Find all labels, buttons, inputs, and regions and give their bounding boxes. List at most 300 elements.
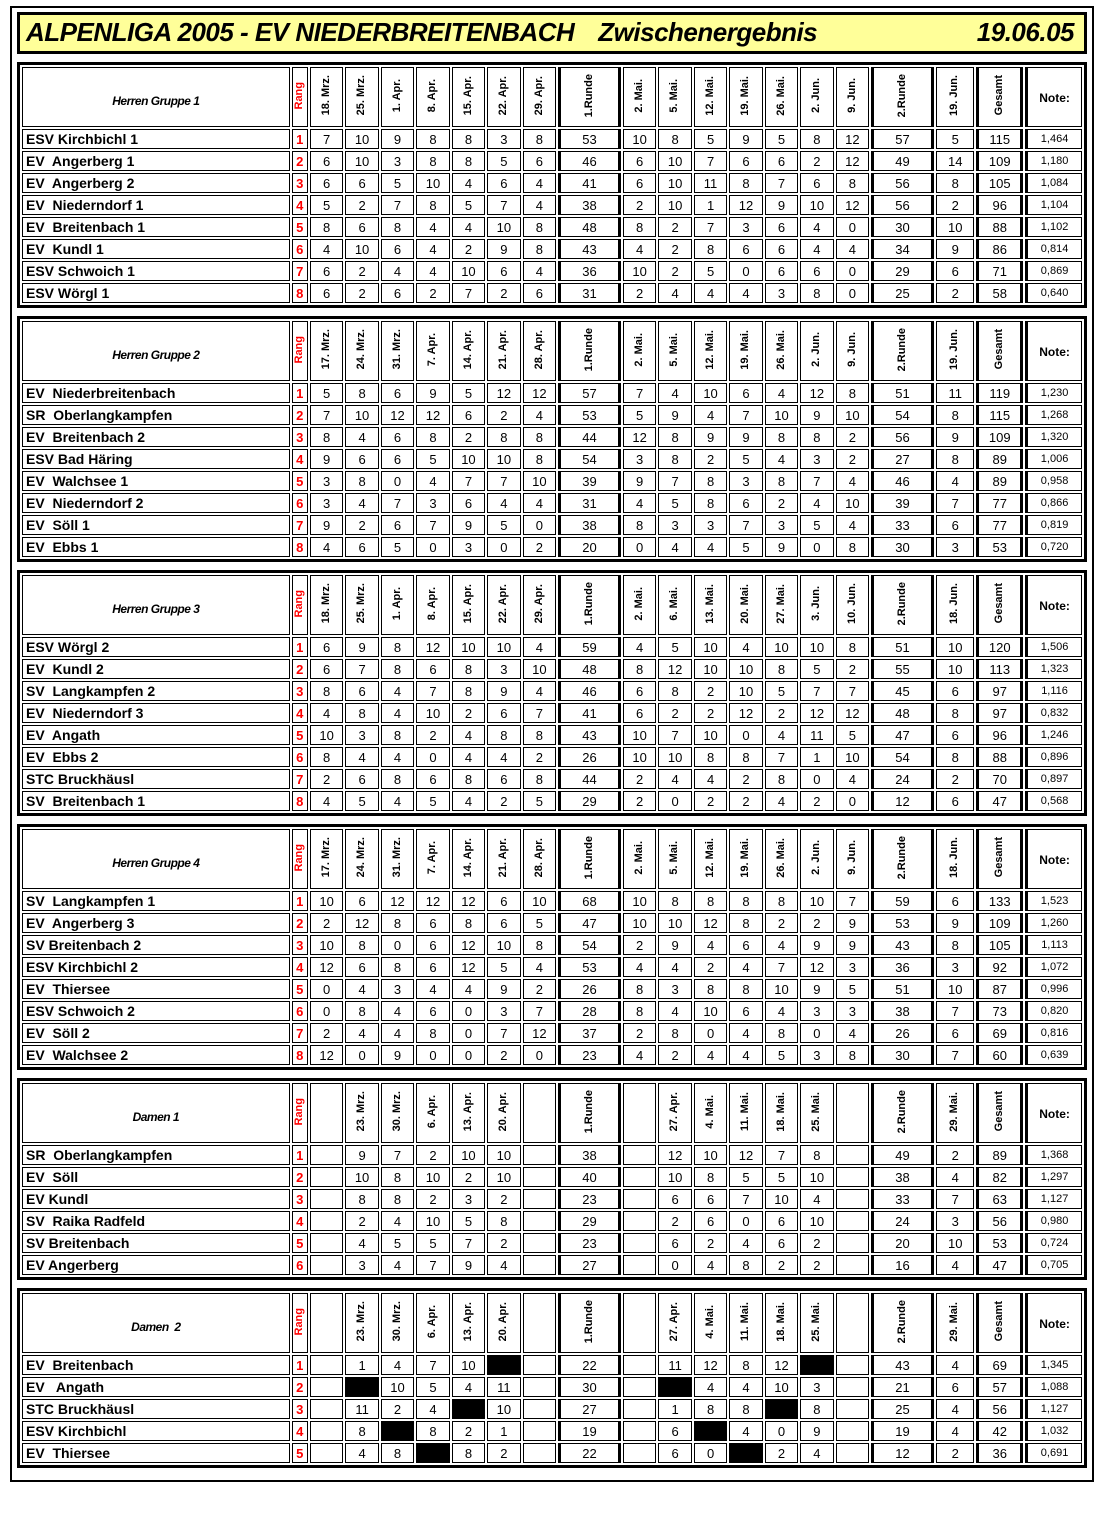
score-cell: 9 — [729, 129, 762, 149]
score-cell: 8 — [523, 427, 556, 447]
round2-total-cell: 30 — [871, 1045, 934, 1065]
date-header-label: 27. Apr. — [668, 1301, 681, 1342]
round2-total-cell: 46 — [871, 471, 934, 491]
team-name-cell: ESV Kirchbichl 2 — [22, 957, 290, 977]
final-date-header — [936, 829, 975, 889]
score-cell: 2 — [694, 791, 727, 811]
date-header — [487, 321, 520, 381]
score-cell: 8 — [729, 1399, 762, 1419]
rang-header-label: Rang — [293, 1307, 305, 1336]
score-cell: 8 — [623, 1001, 656, 1021]
final-score-cell: 3 — [936, 1211, 975, 1231]
score-cell: 4 — [310, 703, 343, 723]
final-score-cell: 10 — [936, 637, 975, 657]
score-cell: 10 — [523, 891, 556, 911]
date-header-label: 12. Mai. — [703, 75, 716, 116]
date-header — [310, 575, 343, 635]
rank-cell: 4 — [292, 1421, 308, 1441]
score-cell: 2 — [658, 261, 691, 281]
score-cell: 4 — [345, 427, 378, 447]
table-row — [22, 493, 1082, 513]
score-cell: 4 — [658, 957, 691, 977]
score-cell: 10 — [345, 405, 378, 425]
date-header-label: 7. Apr. — [426, 840, 439, 875]
score-cell: 6 — [416, 957, 449, 977]
table-row — [22, 1189, 1082, 1209]
score-cell: 3 — [729, 471, 762, 491]
score-cell: 0 — [800, 537, 833, 557]
score-cell: 12 — [623, 427, 656, 447]
date-header-label: 5. Mai. — [668, 78, 681, 113]
table-row — [22, 261, 1082, 281]
round1-total-cell: 26 — [558, 747, 621, 767]
score-cell: 4 — [452, 217, 485, 237]
score-cell: 6 — [623, 173, 656, 193]
score-cell: 6 — [310, 637, 343, 657]
score-cell: 8 — [345, 935, 378, 955]
note-header-label: Note: — [1039, 852, 1070, 867]
score-cell: 9 — [452, 515, 485, 535]
rang-header — [292, 1083, 308, 1143]
score-cell: 8 — [658, 129, 691, 149]
score-cell: 7 — [523, 1001, 556, 1021]
date-header — [765, 1293, 798, 1353]
score-cell: 4 — [765, 791, 798, 811]
header-row — [22, 829, 1082, 889]
score-cell: 4 — [452, 725, 485, 745]
score-cell: 8 — [658, 1023, 691, 1043]
score-cell: 8 — [765, 471, 798, 491]
date-header-label: 31. Mrz. — [390, 837, 403, 878]
table-row — [22, 791, 1082, 811]
score-cell: 7 — [487, 1023, 520, 1043]
note-header — [1025, 321, 1082, 381]
score-cell: 4 — [623, 637, 656, 657]
date-header-label: 12. Mai. — [703, 329, 716, 370]
final-score-cell: 4 — [936, 1421, 975, 1441]
date-header — [765, 575, 798, 635]
round1-total-cell: 48 — [558, 217, 621, 237]
score-cell: 8 — [729, 979, 762, 999]
final-date-header — [936, 1083, 975, 1143]
group-title — [22, 67, 290, 127]
score-cell: 0 — [416, 747, 449, 767]
final-date-header-label: 29. Mai. — [948, 1301, 961, 1342]
score-cell: 8 — [729, 747, 762, 767]
table-row — [22, 935, 1082, 955]
score-cell: 9 — [487, 979, 520, 999]
gesamt-cell: 56 — [976, 1399, 1023, 1419]
score-cell: 12 — [310, 1045, 343, 1065]
final-score-cell: 6 — [936, 1023, 975, 1043]
final-score-cell: 8 — [936, 173, 975, 193]
round1-total-cell: 38 — [558, 195, 621, 215]
score-cell: 6 — [800, 261, 833, 281]
round1-total-cell: 26 — [558, 979, 621, 999]
score-cell: 5 — [729, 1167, 762, 1187]
score-cell: 8 — [452, 151, 485, 171]
table-row — [22, 427, 1082, 447]
score-cell: 8 — [729, 1255, 762, 1275]
round1-total-cell: 23 — [558, 1045, 621, 1065]
final-score-cell: 9 — [936, 427, 975, 447]
group-title — [22, 321, 290, 381]
date-header — [381, 829, 414, 889]
score-cell: 4 — [381, 1355, 414, 1375]
rank-cell: 1 — [292, 383, 308, 403]
blank-cell — [523, 1421, 556, 1441]
score-cell: 10 — [487, 217, 520, 237]
team-name-cell: SR Oberlangkampfen — [22, 405, 290, 425]
blank-cell — [836, 1443, 869, 1463]
score-cell: 4 — [487, 747, 520, 767]
date-header-label: 19. Mai. — [739, 837, 752, 878]
score-cell: 2 — [623, 1023, 656, 1043]
score-cell: 4 — [694, 405, 727, 425]
round2-header — [871, 1083, 934, 1143]
score-cell: 0 — [836, 217, 869, 237]
round2-total-cell: 36 — [871, 957, 934, 977]
note-cell: 1,464 — [1025, 129, 1082, 149]
note-cell: 0,958 — [1025, 471, 1082, 491]
score-cell: 9 — [836, 935, 869, 955]
score-cell: 6 — [345, 681, 378, 701]
score-cell: 4 — [452, 173, 485, 193]
date-header — [623, 1083, 656, 1143]
date-header — [416, 1083, 449, 1143]
final-score-cell: 8 — [936, 449, 975, 469]
score-cell: 12 — [729, 1145, 762, 1165]
date-header-label: 2. Jun. — [810, 332, 823, 367]
score-cell: 4 — [694, 1377, 727, 1397]
score-cell: 4 — [836, 769, 869, 789]
note-cell: 1,323 — [1025, 659, 1082, 679]
gesamt-cell: 89 — [976, 471, 1023, 491]
date-header-label: 17. Mrz. — [319, 329, 332, 370]
team-name-cell: EV Angerberg — [22, 1255, 290, 1275]
score-cell: 10 — [345, 1167, 378, 1187]
final-date-header — [936, 67, 975, 127]
date-header-label: 2. Jun. — [810, 78, 823, 113]
blank-cell — [623, 1189, 656, 1209]
score-cell: 0 — [452, 1001, 485, 1021]
score-cell: 5 — [694, 129, 727, 149]
blank-cell — [623, 1211, 656, 1231]
score-cell: 10 — [765, 1377, 798, 1397]
final-score-cell: 7 — [936, 493, 975, 513]
score-cell: 8 — [523, 449, 556, 469]
score-cell: 12 — [416, 405, 449, 425]
score-cell: 4 — [523, 195, 556, 215]
final-score-cell: 6 — [936, 725, 975, 745]
blank-cell — [310, 1189, 343, 1209]
gesamt-cell: 77 — [976, 493, 1023, 513]
round2-total-cell: 54 — [871, 405, 934, 425]
score-cell: 4 — [345, 979, 378, 999]
note-cell: 1,088 — [1025, 1377, 1082, 1397]
round1-total-cell: 48 — [558, 659, 621, 679]
score-cell: 1 — [345, 1355, 378, 1375]
round2-header-label: 2.Runde — [895, 1299, 908, 1344]
note-cell: 0,816 — [1025, 1023, 1082, 1043]
bye-cell — [381, 1421, 414, 1441]
round1-total-cell: 41 — [558, 173, 621, 193]
score-cell: 12 — [452, 935, 485, 955]
score-cell: 5 — [487, 957, 520, 977]
date-header-label: 20. Apr. — [497, 1091, 510, 1132]
score-cell: 8 — [729, 173, 762, 193]
score-cell: 9 — [800, 1421, 833, 1441]
date-header — [765, 829, 798, 889]
round2-total-cell: 55 — [871, 659, 934, 679]
score-cell: 6 — [729, 151, 762, 171]
blank-cell — [310, 1255, 343, 1275]
team-name-cell: EV Kundl — [22, 1189, 290, 1209]
round2-total-cell: 30 — [871, 217, 934, 237]
round2-total-cell: 48 — [871, 703, 934, 723]
date-header-label: 1. Apr. — [390, 586, 403, 621]
score-cell: 10 — [623, 913, 656, 933]
score-cell: 2 — [658, 1211, 691, 1231]
final-score-cell: 10 — [936, 659, 975, 679]
score-cell: 10 — [836, 405, 869, 425]
score-cell: 8 — [800, 1145, 833, 1165]
date-header — [765, 321, 798, 381]
date-header-label: 6. Mai. — [668, 586, 681, 621]
score-cell: 10 — [800, 637, 833, 657]
score-cell: 2 — [452, 703, 485, 723]
score-cell: 8 — [381, 769, 414, 789]
score-cell: 8 — [452, 913, 485, 933]
rank-cell: 1 — [292, 637, 308, 657]
round1-total-cell: 68 — [558, 891, 621, 911]
score-cell: 6 — [729, 239, 762, 259]
score-cell: 9 — [623, 471, 656, 491]
note-cell: 1,260 — [1025, 913, 1082, 933]
date-header — [658, 1083, 691, 1143]
date-header-label: 29. Apr. — [532, 583, 545, 624]
score-cell: 11 — [658, 1355, 691, 1375]
score-cell: 0 — [381, 935, 414, 955]
blank-cell — [836, 1355, 869, 1375]
date-header-label: 25. Mrz. — [355, 583, 368, 624]
score-cell: 0 — [800, 769, 833, 789]
score-cell: 8 — [694, 239, 727, 259]
score-cell: 2 — [836, 659, 869, 679]
final-score-cell: 8 — [936, 703, 975, 723]
blank-cell — [623, 1145, 656, 1165]
score-cell: 2 — [729, 791, 762, 811]
rank-cell: 5 — [292, 1443, 308, 1463]
score-cell: 2 — [765, 703, 798, 723]
score-cell: 4 — [523, 405, 556, 425]
team-name-cell: SV Breitenbach 2 — [22, 935, 290, 955]
score-cell: 4 — [729, 1421, 762, 1441]
score-cell: 4 — [416, 217, 449, 237]
score-cell: 10 — [694, 725, 727, 745]
score-cell: 3 — [694, 515, 727, 535]
rank-cell: 3 — [292, 681, 308, 701]
gesamt-cell: 96 — [976, 725, 1023, 745]
team-name-cell: ESV Schwoich 1 — [22, 261, 290, 281]
table-row — [22, 1377, 1082, 1397]
score-cell: 0 — [487, 537, 520, 557]
blank-cell — [310, 1145, 343, 1165]
score-cell: 9 — [729, 427, 762, 447]
date-header-label: 26. Mai. — [774, 837, 787, 878]
rank-cell: 3 — [292, 935, 308, 955]
score-cell: 6 — [729, 935, 762, 955]
score-cell: 4 — [381, 747, 414, 767]
note-cell: 0,832 — [1025, 703, 1082, 723]
score-cell: 7 — [452, 471, 485, 491]
date-header-label: 8. Apr. — [426, 586, 439, 621]
score-cell: 10 — [623, 747, 656, 767]
score-cell: 4 — [416, 261, 449, 281]
date-header — [836, 829, 869, 889]
date-header-label: 13. Apr. — [461, 1301, 474, 1342]
score-cell: 6 — [310, 261, 343, 281]
gesamt-cell: 88 — [976, 747, 1023, 767]
score-cell: 0 — [836, 283, 869, 303]
gesamt-cell: 63 — [976, 1189, 1023, 1209]
score-cell: 10 — [658, 913, 691, 933]
group-title-label: Herren Gruppe 2 — [112, 347, 200, 362]
date-header-label: 9. Jun. — [845, 78, 858, 113]
score-cell: 8 — [487, 725, 520, 745]
score-cell: 8 — [416, 1421, 449, 1441]
score-cell: 5 — [416, 1377, 449, 1397]
date-header — [523, 321, 556, 381]
score-cell: 8 — [452, 681, 485, 701]
score-cell: 2 — [658, 239, 691, 259]
team-name-cell: EV Ebbs 2 — [22, 747, 290, 767]
gesamt-cell: 115 — [976, 405, 1023, 425]
score-cell: 4 — [836, 1023, 869, 1043]
score-cell: 4 — [310, 791, 343, 811]
score-cell: 3 — [487, 1001, 520, 1021]
score-cell: 4 — [487, 1255, 520, 1275]
date-header — [694, 1083, 727, 1143]
date-header — [729, 1293, 762, 1353]
score-cell: 6 — [729, 383, 762, 403]
team-name-cell: SV Langkampfen 2 — [22, 681, 290, 701]
date-header — [310, 321, 343, 381]
blank-cell — [836, 1377, 869, 1397]
round2-header — [871, 321, 934, 381]
score-cell: 4 — [310, 537, 343, 557]
score-cell: 4 — [729, 957, 762, 977]
score-cell: 10 — [765, 637, 798, 657]
date-header-label: 2. Jun. — [810, 840, 823, 875]
gesamt-header-label: Gesamt — [993, 583, 1005, 624]
table-row — [22, 1443, 1082, 1463]
date-header — [381, 1083, 414, 1143]
rang-header — [292, 321, 308, 381]
score-cell: 2 — [800, 1255, 833, 1275]
rank-cell: 7 — [292, 515, 308, 535]
score-cell: 12 — [452, 891, 485, 911]
blank-cell — [836, 1145, 869, 1165]
table-block-herren-gruppe-2 — [17, 316, 1087, 562]
score-cell: 10 — [765, 405, 798, 425]
score-cell: 2 — [836, 449, 869, 469]
rank-cell: 4 — [292, 195, 308, 215]
score-cell: 6 — [310, 283, 343, 303]
score-cell: 7 — [416, 1355, 449, 1375]
score-cell: 0 — [836, 261, 869, 281]
blank-cell — [623, 1167, 656, 1187]
round1-header — [558, 67, 621, 127]
date-header — [416, 829, 449, 889]
score-cell: 8 — [381, 913, 414, 933]
score-cell: 6 — [345, 957, 378, 977]
round2-total-cell: 38 — [871, 1001, 934, 1021]
score-cell: 10 — [658, 151, 691, 171]
note-cell: 1,032 — [1025, 1421, 1082, 1441]
date-header — [729, 575, 762, 635]
score-cell: 8 — [345, 1001, 378, 1021]
rank-cell: 5 — [292, 1233, 308, 1253]
score-cell: 10 — [416, 1211, 449, 1231]
score-cell: 10 — [452, 1145, 485, 1165]
date-header — [694, 67, 727, 127]
round2-total-cell: 27 — [871, 449, 934, 469]
blank-cell — [523, 1145, 556, 1165]
score-cell: 5 — [658, 493, 691, 513]
score-cell: 10 — [836, 493, 869, 513]
results-table — [20, 827, 1084, 1067]
date-header — [694, 321, 727, 381]
round1-total-cell: 41 — [558, 703, 621, 723]
score-cell: 8 — [765, 427, 798, 447]
date-header — [623, 321, 656, 381]
score-cell: 3 — [381, 979, 414, 999]
team-name-cell: EV Angath — [22, 725, 290, 745]
note-cell: 0,819 — [1025, 515, 1082, 535]
score-cell: 2 — [694, 703, 727, 723]
score-cell: 12 — [658, 659, 691, 679]
score-cell: 0 — [623, 537, 656, 557]
score-cell: 10 — [729, 681, 762, 701]
round1-total-cell: 39 — [558, 471, 621, 491]
note-cell: 1,506 — [1025, 637, 1082, 657]
table-row — [22, 1145, 1082, 1165]
table-row — [22, 681, 1082, 701]
score-cell: 5 — [658, 637, 691, 657]
score-cell: 6 — [345, 537, 378, 557]
score-cell: 2 — [416, 1189, 449, 1209]
team-name-cell: ESV Schwoich 2 — [22, 1001, 290, 1021]
table-row — [22, 283, 1082, 303]
table-row — [22, 725, 1082, 745]
round2-total-cell: 56 — [871, 195, 934, 215]
round1-total-cell: 43 — [558, 239, 621, 259]
date-header — [729, 67, 762, 127]
final-score-cell: 3 — [936, 957, 975, 977]
score-cell: 2 — [310, 913, 343, 933]
score-cell: 5 — [836, 725, 869, 745]
score-cell: 3 — [623, 449, 656, 469]
score-cell: 0 — [765, 1421, 798, 1441]
date-header — [452, 1293, 485, 1353]
score-cell: 9 — [487, 681, 520, 701]
round2-header — [871, 575, 934, 635]
score-cell: 4 — [523, 957, 556, 977]
score-cell: 7 — [694, 217, 727, 237]
team-name-cell: EV Breitenbach 1 — [22, 217, 290, 237]
score-cell: 3 — [487, 129, 520, 149]
